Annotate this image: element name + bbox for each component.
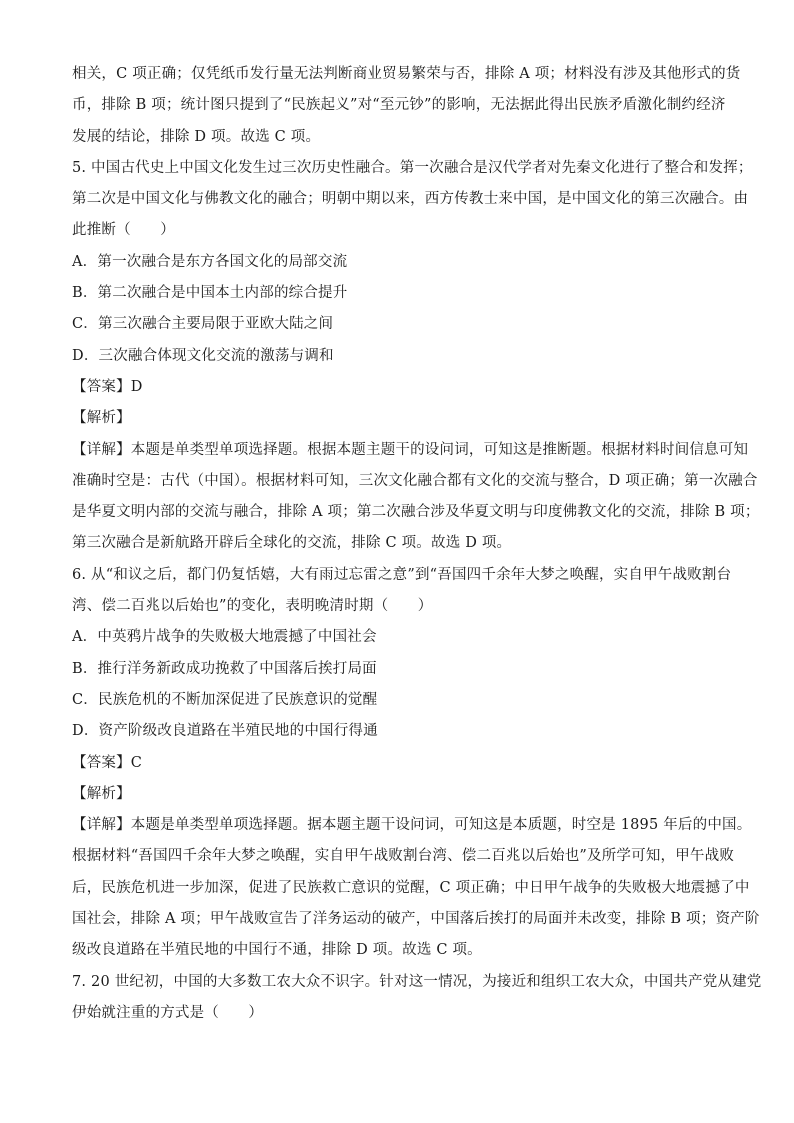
- text-line: 国社会，排除 A 项；甲午战败宣告了洋务运动的破产，中国落后挨打的局面并未改变，排除 B 项；资产阶: [72, 911, 760, 928]
- text-line: 【答案】D: [72, 378, 143, 395]
- text-line: A．第一次融合是东方各国文化的局部交流: [72, 253, 348, 270]
- text-line: 后，民族危机进一步加深，促进了民族救亡意识的觉醒，C 项正确；中日甲午战争的失败极大地震撼了中: [72, 879, 750, 896]
- text-line: 【详解】本题是单类型单项选择题。根据本题主题干的设问词，可知这是推断题。根据材料时间信息可知: [72, 441, 749, 458]
- text-line: D．三次融合体现文化交流的激荡与调和: [72, 347, 334, 364]
- text-line: 7. 20 世纪初，中国的大多数工农大众不识字。针对这一情况，为接近和组织工农大众，中国共产党从建党: [72, 973, 762, 990]
- text-line: 准确时空是：古代（中国）。根据材料可知，三次文化融合都有文化的交流与整合，D 项正确；第一次融合: [72, 472, 758, 489]
- text-line: 发展的结论，排除 D 项。故选 C 项。: [72, 128, 321, 145]
- text-line: 湾、偿二百兆以后始也”的变化，表明晚清时期（ ）: [72, 598, 433, 615]
- text-line: 【详解】本题是单类型单项选择题。据本题主题干设问词，可知这是本质题，时空是 1895 年后的中国。: [72, 817, 752, 834]
- text-line: 相关，C 项正确；仅凭纸币发行量无法判断商业贸易繁荣与否，排除 A 项；材料没有涉及其他形式的货: [72, 66, 741, 82]
- text-line: 【解析】: [72, 785, 131, 802]
- document-page: [72, 59, 762, 1029]
- text-line: 伊始就注重的方式是（ ）: [72, 1004, 264, 1021]
- text-line: 是华夏文明内部的交流与融合，排除 A 项；第二次融合涉及华夏文明与印度佛教文化的交流，排除 B 项；: [72, 504, 760, 521]
- text-line: 此推断（ ）: [72, 222, 175, 239]
- text-line: D．资产阶级改良道路在半殖民地的中国行得通: [72, 723, 378, 740]
- text-line: 6. 从“和议之后，都门仍复恬嬉，大有雨过忘雷之意”到“吾国四千余年大梦之唤醒，实自甲午战败割台: [72, 566, 732, 583]
- text-line: 【答案】C: [72, 754, 143, 771]
- text-line: 5. 中国古代史上中国文化发生过三次历史性融合。第一次融合是汉代学者对先秦文化进行了整合和发挥；: [72, 159, 753, 176]
- text-line: 【解析】: [72, 410, 131, 427]
- text-line: C．第三次融合主要局限于亚欧大陆之间: [72, 316, 334, 333]
- text-line: 第三次融合是新航路开辟后全球化的交流，排除 C 项。故选 D 项。: [72, 535, 512, 552]
- text-line: 根据材料“吾国四千余年大梦之唤醒，实自甲午战败割台湾、偿二百兆以后始也”及所学可知，甲午战败: [72, 848, 735, 865]
- text-line: C．民族危机的不断加深促进了民族意识的觉醒: [72, 691, 378, 708]
- text-line: A．中英鸦片战争的失败极大地震撼了中国社会: [72, 629, 377, 646]
- text-line: B．第二次融合是中国本土内部的综合提升: [72, 285, 348, 302]
- text-line: 级改良道路在半殖民地的中国行不通，排除 D 项。故选 C 项。: [72, 942, 482, 959]
- text-line: 币，排除 B 项；统计图只提到了“民族起义”对“至元钞”的影响，无法据此得出民族矛盾激化制约经济: [72, 97, 726, 114]
- text-line: B．推行洋务新政成功挽救了中国落后挨打局面: [72, 660, 377, 677]
- text-line: 第二次是中国文化与佛教文化的融合；明朝中期以来，西方传教士来中国，是中国文化的第三次融合。由: [72, 191, 749, 208]
